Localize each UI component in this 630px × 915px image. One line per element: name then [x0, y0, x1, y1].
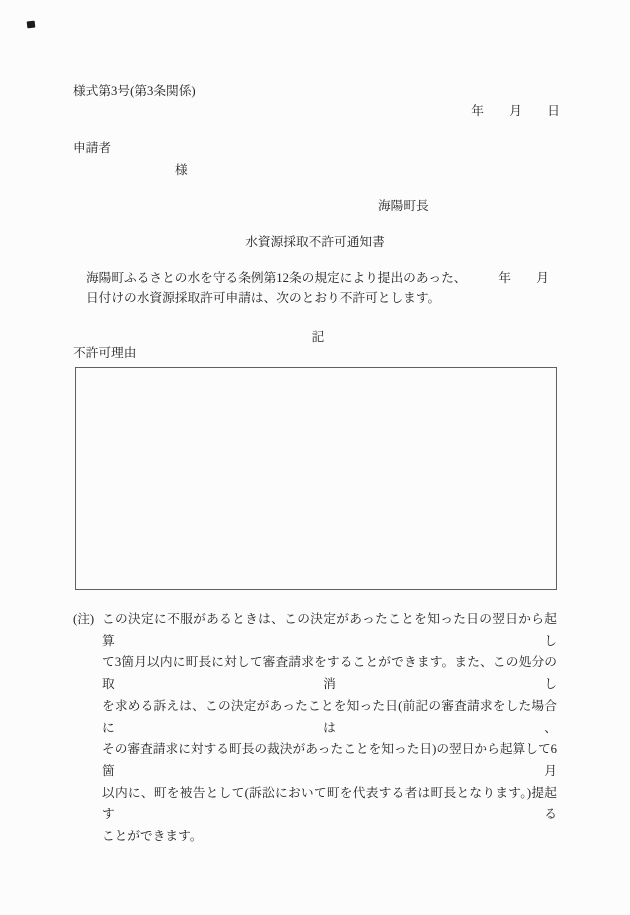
form-number: 様式第3号(第3条関係) [73, 84, 196, 98]
note-marker: (注) [73, 612, 95, 626]
issuer-mayor-title: 海陽町長 [378, 199, 429, 213]
note-line: この決定に不服があるときは、この決定があったことを知った日の翌日から起算し [102, 612, 557, 648]
note-line: その審査請求に対する町長の裁決があったことを知った日)の翌日から起算して6箇月 [102, 742, 557, 778]
applicant-honorific: 様 [175, 163, 188, 177]
note-line: ことができます。 [102, 829, 203, 844]
note-line: て3箇月以内に町長に対して審査請求をすることができます。また、この処分の取消し [102, 655, 557, 692]
applicant-label: 申請者 [73, 141, 112, 155]
scan-artifact-speck [27, 21, 36, 29]
issue-date-line: 年 月 日 [471, 104, 560, 118]
note-paragraph [73, 609, 557, 848]
refusal-reason-label: 不許可理由 [73, 346, 137, 360]
body-line: 海陽町ふるさとの水を守る条例第12条の規定により提出のあった、 年 月 [86, 271, 549, 285]
record-heading: 記 [311, 330, 325, 344]
refusal-reason-box [75, 367, 557, 590]
body-line: 日付けの水資源採取許可申請は、次のとおり不許可とします。 [86, 291, 441, 305]
document-title: 水資源採取不許可通知書 [245, 235, 385, 249]
note-line: を求める訴えは、この決定があったことを知った日(前記の審査請求をした場合には、 [102, 698, 557, 735]
note-line: 以内に、町を被告として(訴訟において町を代表する者は町長となります。)提起する [102, 785, 557, 822]
body-paragraph [86, 268, 586, 308]
